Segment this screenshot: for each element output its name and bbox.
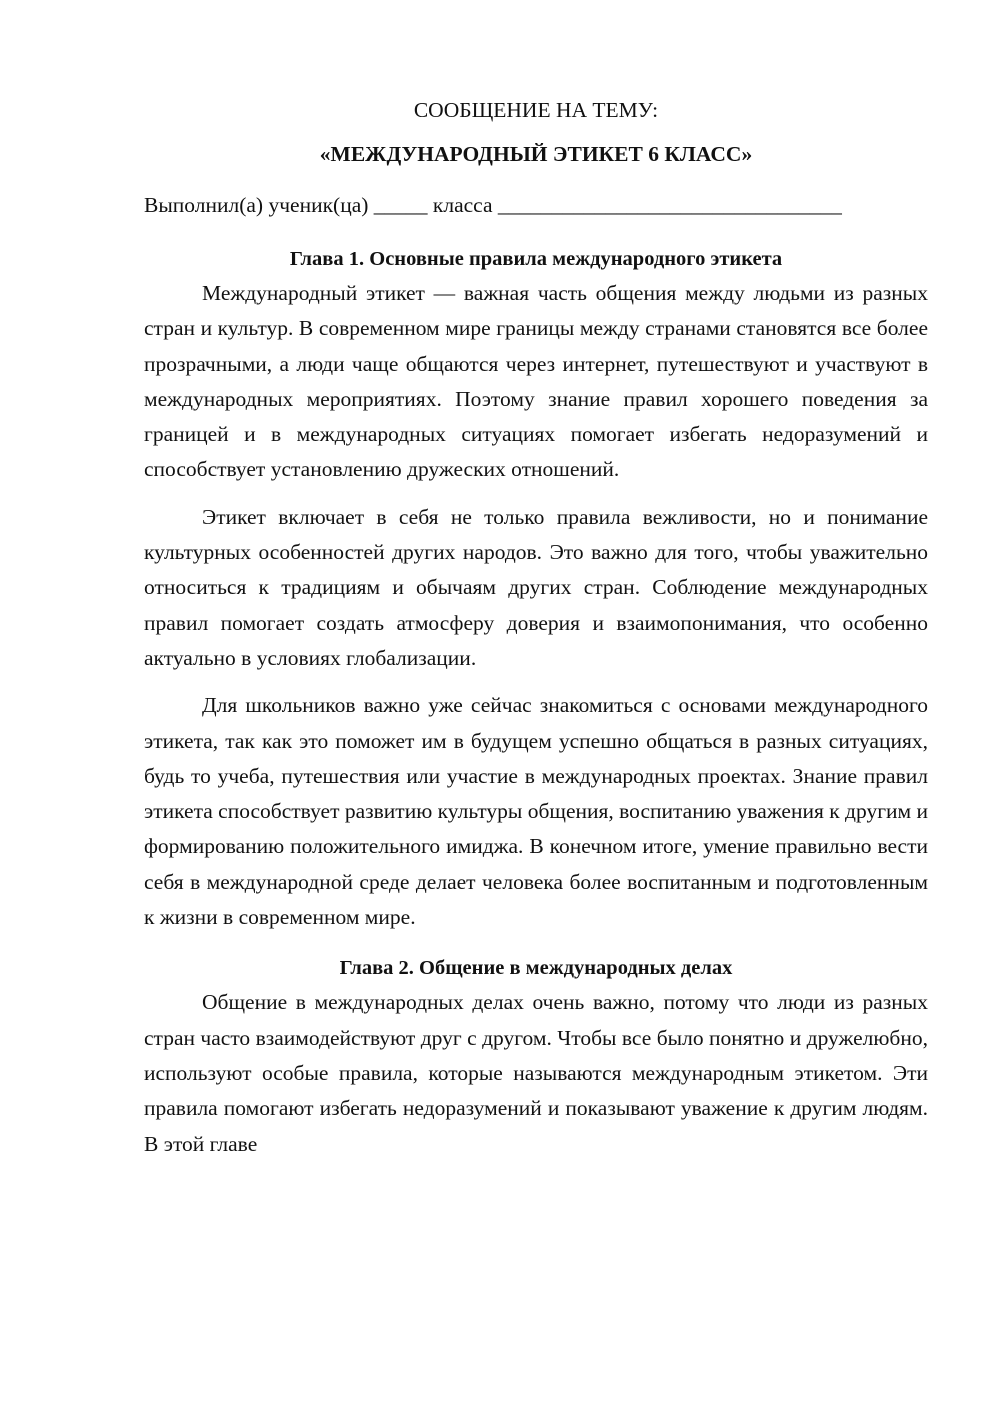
document-page bbox=[144, 88, 928, 1162]
chapter-2-paragraph: Общение в международных делах очень важно, потому что люди из разных стран часто взаимодействуют друг с другом. Чтобы все было понятно и дружелюбно, используют особые правила, которые называются международным этикетом. Эти правила помогают избегать недоразумений и показывают уважение к другим людям. В этой главе bbox=[144, 990, 928, 1156]
title-line-2: «МЕЖДУНАРОДНЫЙ ЭТИКЕТ 6 КЛАСС» bbox=[319, 142, 753, 166]
title-line-1: СООБЩЕНИЕ НА ТЕМУ: bbox=[413, 98, 659, 122]
signature-line: Выполнил(а) ученик(ца) _____ класса ________________________________ bbox=[144, 193, 842, 217]
chapter-2-heading: Глава 2. Общение в международных делах bbox=[339, 957, 733, 980]
chapter-1-paragraph: Для школьников важно уже сейчас знакомиться с основами международного этикета, так как это поможет им в будущем успешно общаться в разных ситуациях, будь то учеба, путешествия или участие в международных проектах. Знание правил этикета способствует развитию культуры общения, воспитанию уважения к другим и формированию положительного имиджа. В конечном итоге, умение правильно вести себя в международной среде делает человека более воспитанным и подготовленным к жизни в современном мире. bbox=[144, 693, 929, 930]
chapter-1-paragraph: Международный этикет — важная часть общения между людьми из разных стран и культур. В современном мире границы между странами становятся все более прозрачными, а люди чаще общаются через интернет, путешествуют и участвуют в международных мероприятиях. Поэтому знание правил хорошего поведения за границей и в международных ситуациях помогает избегать недоразумений и способствует установлению дружеских отношений. bbox=[144, 281, 928, 482]
chapter-1-paragraph: Этикет включает в себя не только правила вежливости, но и понимание культурных особенностей других народов. Это важно для того, чтобы уважительно относиться к традициям и обычаям других стран. Соблюдение международных правил помогает создать атмосферу доверия и взаимопонимания, что особенно актуально в условиях глобализации. bbox=[144, 504, 928, 670]
chapter-1-heading: Глава 1. Основные правила международного этикета bbox=[289, 248, 783, 270]
